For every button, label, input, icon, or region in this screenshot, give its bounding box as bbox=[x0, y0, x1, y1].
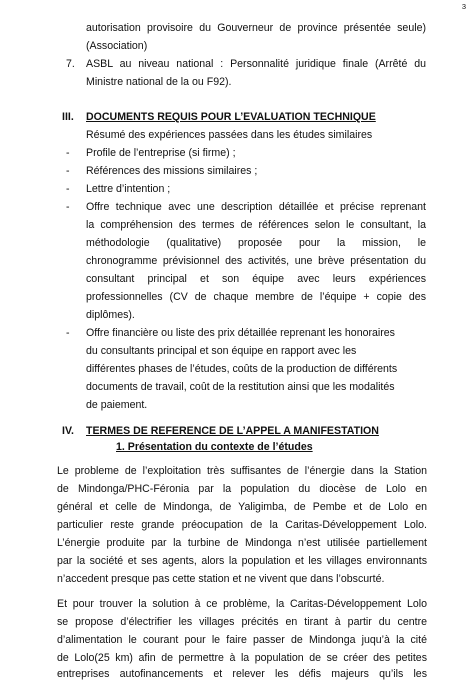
section-number: III. bbox=[62, 111, 74, 123]
bullet-item-line: la compréhension des termes de références selon le consultant, la bbox=[86, 219, 426, 231]
bullet-item-line: du consultants principal et son équipe en rapport avec les bbox=[86, 345, 357, 357]
bullet-item-line: consultant principal et son équipe avec leurs expériences bbox=[86, 273, 426, 285]
paragraph-line: Et pour trouver la solution à ce problème, la Caritas-Développement Lolo bbox=[57, 598, 427, 610]
bullet-item: Lettre d’intention ; bbox=[86, 183, 171, 195]
bullet-marker: - bbox=[66, 327, 70, 339]
bullet-item-line: méthodologie (qualitative) proposée pour la mission, le bbox=[86, 237, 426, 249]
bullet-item-line: documents de travail, coût de la restitution ainsi que les modalités bbox=[86, 381, 395, 393]
bullet-marker: - bbox=[66, 165, 70, 177]
list-item-line: Ministre national de la ou F92). bbox=[86, 76, 232, 88]
page-number: 3 bbox=[461, 2, 466, 11]
paragraph-line: L’énergie produite par la turbine de Mindonga n’est utilisée partiellement bbox=[57, 537, 427, 549]
subsection-title: 1. Présentation du contexte de l’études bbox=[116, 441, 313, 453]
bullet-marker: - bbox=[66, 201, 70, 213]
list-item-line: ASBL au niveau national : Personnalité juridique finale (Arrêté du bbox=[86, 58, 426, 70]
paragraph-line: général et celle de Mindonga, de Yaligimba, de Pembe et de Lolo en bbox=[57, 501, 427, 513]
bullet-item: Profile de l’entreprise (si firme) ; bbox=[86, 147, 236, 159]
paragraph-line: de Lolo(25 km) afin de permettre à la population de se créer des petites bbox=[57, 652, 427, 664]
bullet-marker: - bbox=[66, 147, 70, 159]
paragraph-line: par la société et ses agents, alors la population et les villages environnants bbox=[57, 555, 427, 567]
paragraph-line: particulier reste grande préocupation de la Caritas-Développement Lolo. bbox=[57, 519, 427, 531]
bullet-item-line: professionnelles (CV de chaque membre de l’équipe + copie des bbox=[86, 291, 426, 303]
section-title: DOCUMENTS REQUIS POUR L’EVALUATION TECHNIQUE bbox=[86, 111, 376, 123]
list-number: 7. bbox=[66, 58, 75, 70]
bullet-item: Références des missions similaires ; bbox=[86, 165, 258, 177]
paragraph-line: n’accedent presque pas cette station et ne vivent que dans l’obscurté. bbox=[57, 573, 385, 585]
bullet-item-line: différentes phases de l’études, coûts de la production de différents bbox=[86, 363, 398, 375]
bullet-item-line: Offre financière ou liste des prix détaillée reprenant les honoraires bbox=[86, 327, 395, 339]
bullet-item-line: chronogramme prévisionnel des activités, une brève présentation du bbox=[86, 255, 426, 267]
paragraph-line: de Mindonga/PHC-Féronia par la population du diocèse de Lolo en bbox=[57, 483, 427, 495]
section-title: TERMES DE REFERENCE DE L’APPEL A MANIFESTATION bbox=[86, 425, 379, 437]
list-item-line: (Association) bbox=[86, 40, 148, 52]
section-intro: Résumé des expériences passées dans les études similaires bbox=[86, 129, 373, 141]
section-number: IV. bbox=[62, 425, 74, 437]
bullet-item-line: Offre technique avec une description détaillée et précise reprenant bbox=[86, 201, 426, 213]
bullet-marker: - bbox=[66, 183, 70, 195]
paragraph-line: entreprises autofinancements et relever les défis majeurs qu’ils les bbox=[57, 668, 427, 680]
paragraph-line: Le probleme de l’exploitation très suffisantes de l’énergie dans la Station bbox=[57, 465, 427, 477]
paragraph-line: d’alimentation le courant pour le faire passer de Mindonga juqu’à la cité bbox=[57, 634, 427, 646]
bullet-item-line: diplômes). bbox=[86, 309, 135, 321]
list-item-line: autorisation provisoire du Gouverneur de province présentée seule) bbox=[86, 22, 426, 34]
bullet-item-line: de paiement. bbox=[86, 399, 148, 411]
paragraph-line: se propose d’électrifier les villages précités en tirant à partir du centre bbox=[57, 616, 427, 628]
